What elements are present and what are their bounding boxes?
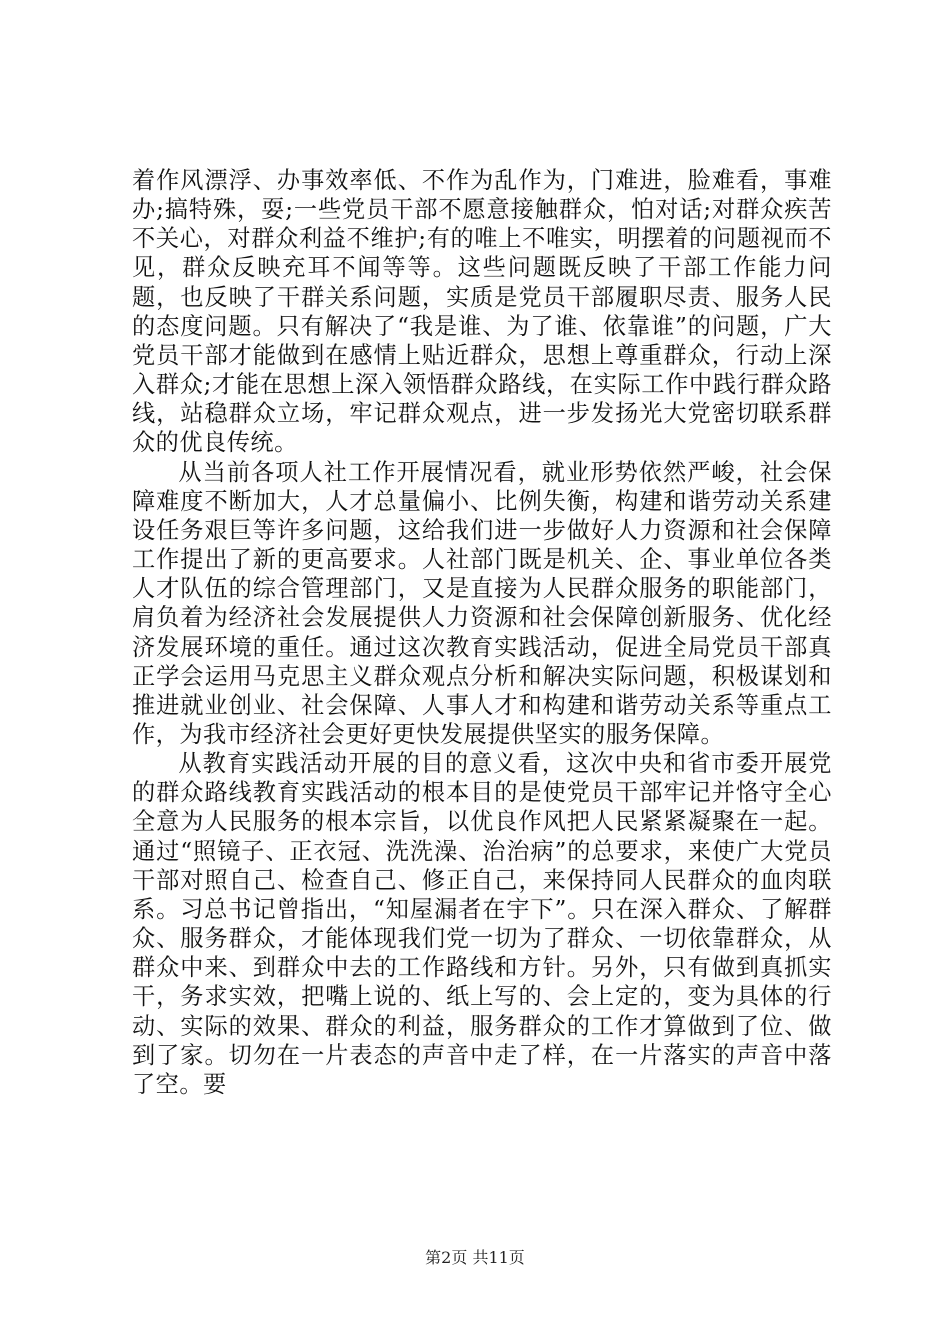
paragraph-work-situation: 从当前各项人社工作开展情况看，就业形势依然严峻，社会保障难度不断加大，人才总量偏小、比例失衡，构建和谐劳动关系建设任务艰巨等许多问题，这给我们进一步做好人力资源和社会保障工作提出了新的更高要求。人社部门既是机关、企、事业单位各类人才队伍的综合管理部门，又是直接为人民群众服务的职能部门，肩负着为经济社会发展提供人力资源和社会保障创新服务、优化经济发展环境的重任。通过这次教育实践活动，促进全局党员干部真正学会运用马克思主义群众观点分析和解决实际问题，积极谋划和推进就业创业、社会保障、人事人才和构建和谐劳动关系等重点工作，为我市经济社会更好更快发展提供坚实的服务保障。 <box>132 458 832 748</box>
paragraph-purpose-significance: 从教育实践活动开展的目的意义看，这次中央和省市委开展党的群众路线教育实践活动的根本目的是使党员干部牢记并恪守全心全意为人民服务的根本宗旨，以优良作风把人民紧紧凝聚在一起。通过“照镜子、正衣冠、洗洗澡、治治病”的总要求，来使广大党员干部对照自己、检查自己、修正自己，来保持同人民群众的血肉联系。习总书记曾指出，“知屋漏者在宇下”。只在深入群众、了解群众、服务群众，才能体现我们党一切为了群众、一切依靠群众，从群众中来、到群众中去的工作路线和方针。另外，只有做到真抓实干，务求实效，把嘴上说的、纸上写的、会上定的，变为具体的行动、实际的效果、群众的利益，服务群众的工作才算做到了位、做到了家。切勿在一片表态的声音中走了样，在一片落实的声音中落了空。要 <box>132 750 832 1098</box>
paragraph-continuation: 着作风漂浮、办事效率低、不作为乱作为，门难进，脸难看，事难办;搞特殊，耍;一些党员干部不愿意接触群众，怕对话;对群众疾苦不关心，对群众利益不维护;有的唯上不唯实，明摆着的问题视而不见，群众反映充耳不闻等等。这些问题既反映了干部工作能力问题，也反映了干群关系问题，实质是党员干部履职尽责、服务人民的态度问题。只有解决了“我是谁、为了谁、依靠谁”的问题，广大党员干部才能做到在感情上贴近群众，思想上尊重群众，行动上深入群众;才能在思想上深入领悟群众路线，在实际工作中践行群众路线，站稳群众立场，牢记群众观点，进一步发扬光大党密切联系群众的优良传统。 <box>132 167 832 457</box>
document-body <box>132 166 832 1099</box>
page-number-footer: 第2页 共11页 <box>425 1248 525 1267</box>
